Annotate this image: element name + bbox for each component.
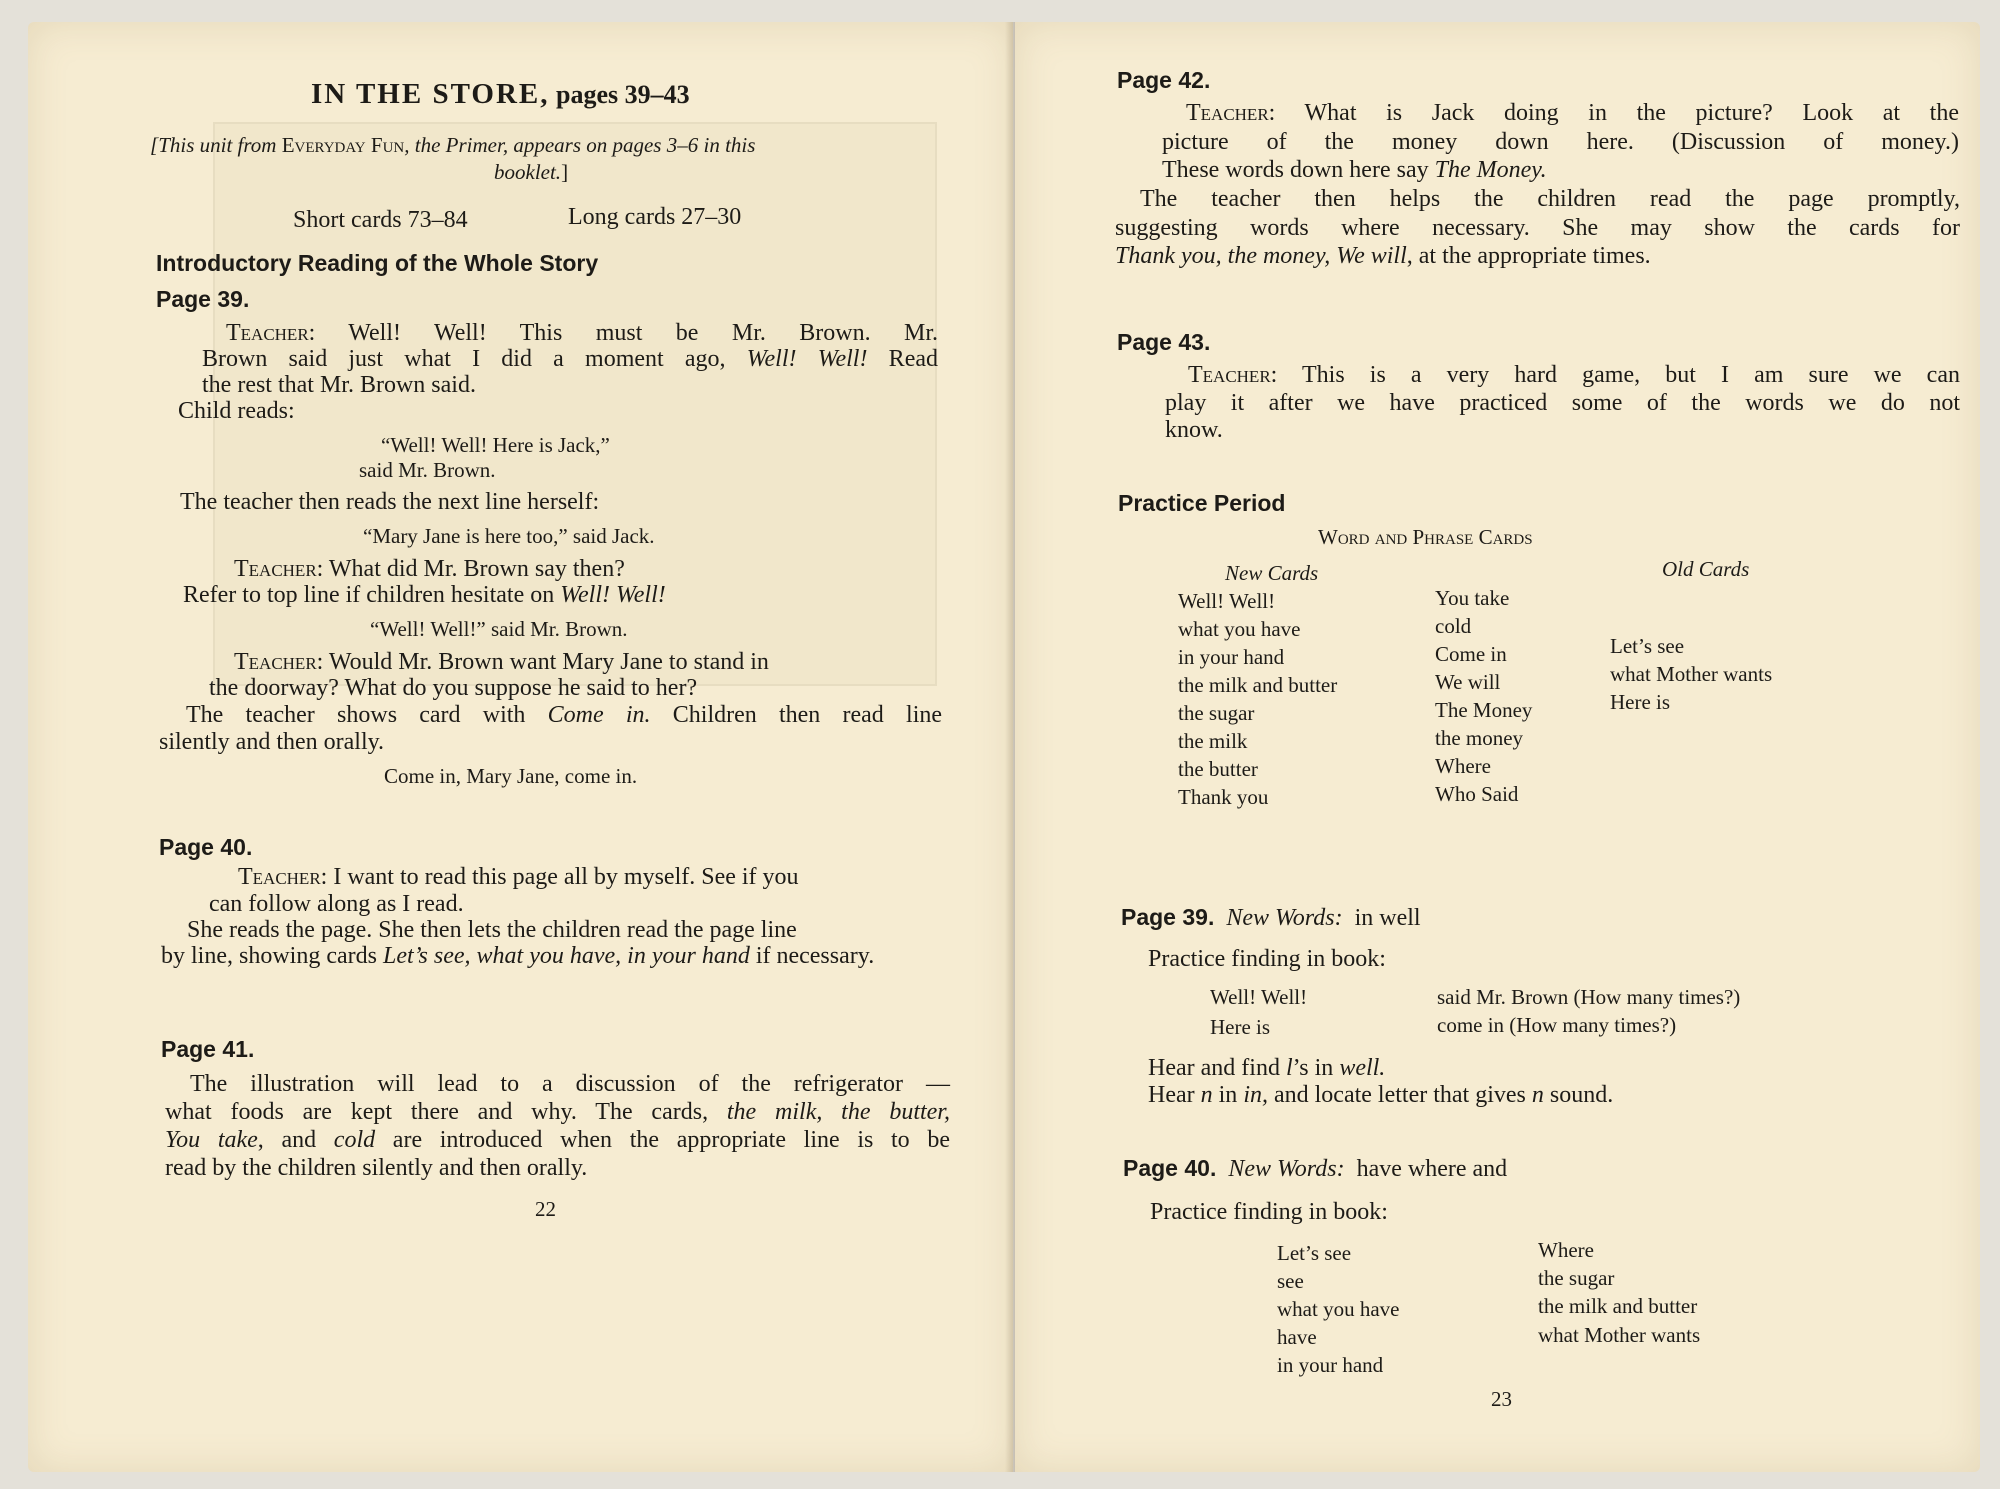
- word-and-phrase-cards-heading: Word and Phrase Cards: [1318, 525, 1533, 549]
- p39-teacher-line-1: Teacher: Well! Well! This must be Mr. Brown. Mr.: [226, 320, 938, 346]
- p41-line-4: read by the children silently and then orally.: [165, 1155, 588, 1181]
- p40-practice-item: Let’s see: [1277, 1241, 1352, 1265]
- p39-teacher-doorway-1: Teacher: Would Mr. Brown want Mary Jane to stand in: [234, 649, 769, 675]
- unit-note-line-1: [This unit from Everyday Fun, the Primer, appears on pages 3–6 in this: [150, 133, 756, 157]
- p43-teacher-line-2: play it after we have practiced some of the words we do not: [1165, 390, 1960, 416]
- new-card: You take: [1435, 586, 1510, 610]
- p40-reads-page: She reads the page. She then lets the children read the page line: [187, 917, 797, 943]
- p40-teacher-line-1: Teacher: I want to read this page all by myself. See if you: [238, 864, 799, 890]
- new-card: The Money: [1435, 698, 1533, 722]
- p40-practice-item: Where: [1538, 1238, 1594, 1262]
- p39-teacher-doorway-2: the doorway? What do you suppose he said to her?: [209, 675, 698, 701]
- teacher-shows-card: The teacher shows card with Come in. Children then read line: [186, 702, 943, 728]
- p39-practice-finding: Practice finding in book:: [1148, 946, 1386, 972]
- page-39-new-words: Page 39. New Words: in well: [1121, 904, 1421, 931]
- p40-practice-item: have: [1277, 1325, 1317, 1349]
- new-cards-label: New Cards: [1225, 561, 1319, 585]
- quote-mary-jane-here: “Mary Jane is here too,” said Jack.: [363, 524, 655, 548]
- p40-practice-item: see: [1277, 1269, 1304, 1293]
- old-card: Here is: [1610, 690, 1671, 714]
- p40-practice-finding: Practice finding in book:: [1150, 1199, 1388, 1225]
- p41-line-1: The illustration will lead to a discussion of the refrigerator —: [190, 1071, 950, 1097]
- new-card: Where: [1435, 754, 1491, 778]
- new-card: in your hand: [1178, 645, 1285, 669]
- p40-teacher-line-2: can follow along as I read.: [209, 891, 464, 917]
- page-number-right: 23: [1491, 1387, 1512, 1411]
- long-cards: Long cards 27–30: [568, 204, 742, 230]
- page-40-heading: Page 40.: [159, 834, 253, 860]
- page-43-heading: Page 43.: [1117, 329, 1211, 355]
- p42-teacher-line-2: picture of the money down here. (Discussion of money.): [1162, 129, 1959, 155]
- unit-note-line-2: booklet.]: [494, 160, 569, 184]
- new-card: We will: [1435, 670, 1501, 694]
- p39-practice-item: Here is: [1210, 1015, 1271, 1039]
- old-card: what Mother wants: [1610, 662, 1773, 686]
- p42-cards-for: Thank you, the money, We will, at the appropriate times.: [1115, 243, 1651, 269]
- quote-come-in: Come in, Mary Jane, come in.: [384, 764, 638, 788]
- p41-line-2: what foods are kept there and why. The cards, the milk, the butter,: [165, 1099, 950, 1125]
- new-card: Thank you: [1178, 785, 1269, 809]
- p39-practice-item: Well! Well!: [1210, 985, 1308, 1009]
- page-39-heading: Page 39.: [156, 286, 250, 312]
- new-card: what you have: [1178, 617, 1301, 641]
- p39-teacher-question: Teacher: What did Mr. Brown say then?: [234, 556, 625, 582]
- right-page: [1015, 22, 1980, 1472]
- practice-period-heading: Practice Period: [1118, 490, 1286, 516]
- p40-practice-item: in your hand: [1277, 1353, 1384, 1377]
- new-card: the money: [1435, 726, 1524, 750]
- intro-reading-heading: Introductory Reading of the Whole Story: [156, 250, 599, 276]
- new-card: the butter: [1178, 757, 1258, 781]
- new-card: Come in: [1435, 642, 1507, 666]
- new-card: Well! Well!: [1178, 589, 1276, 613]
- p39-teacher-line-2: Brown said just what I did a moment ago, Well! Well! Read: [202, 346, 938, 372]
- p39-practice-item: said Mr. Brown (How many times?): [1437, 985, 1741, 1009]
- silently-and-orally: silently and then orally.: [159, 729, 385, 755]
- p40-practice-item: the milk and butter: [1538, 1294, 1698, 1318]
- refer-top-line: Refer to top line if children hesitate on Well! Well!: [183, 582, 666, 608]
- new-card: the milk: [1178, 729, 1248, 753]
- page-41-heading: Page 41.: [161, 1036, 255, 1062]
- new-card: Who Said: [1435, 782, 1519, 806]
- short-cards: Short cards 73–84: [293, 207, 468, 233]
- page-number-left: 22: [535, 1197, 556, 1221]
- p40-line-by-line: by line, showing cards Let’s see, what you have, in your hand if necessary.: [161, 943, 875, 969]
- hear-and-find-l: Hear and find l’s in well.: [1148, 1055, 1386, 1081]
- teacher-reads-next-line: The teacher then reads the next line herself:: [180, 489, 600, 515]
- quote-well-here-is-jack: “Well! Well! Here is Jack,”: [381, 433, 610, 457]
- child-reads: Child reads:: [178, 398, 295, 424]
- p42-helps-read: The teacher then helps the children read the page promptly,: [1140, 186, 1960, 212]
- p40-practice-item: the sugar: [1538, 1266, 1615, 1290]
- unit-title: IN THE STORE, pages 39–43: [311, 78, 690, 110]
- p42-suggesting: suggesting words where necessary. She may show the cards for: [1115, 215, 1960, 241]
- p39-practice-item: come in (How many times?): [1437, 1013, 1677, 1037]
- p43-teacher-line-3: know.: [1165, 417, 1223, 443]
- p40-practice-item: what Mother wants: [1538, 1323, 1701, 1347]
- quote-said-mr-brown: said Mr. Brown.: [359, 458, 496, 482]
- p43-teacher-line-1: Teacher: This is a very hard game, but I am sure we can: [1188, 362, 1960, 388]
- p39-teacher-line-3: the rest that Mr. Brown said.: [202, 372, 476, 398]
- p42-teacher-line-1: Teacher: What is Jack doing in the picture? Look at the: [1186, 100, 1959, 126]
- new-card: the milk and butter: [1178, 673, 1338, 697]
- new-card: the sugar: [1178, 701, 1255, 725]
- old-cards-label: Old Cards: [1662, 557, 1750, 581]
- quote-well-well-said: “Well! Well!” said Mr. Brown.: [370, 617, 628, 641]
- old-card: Let’s see: [1610, 634, 1685, 658]
- left-page: [28, 22, 1013, 1472]
- p41-line-3: You take, and cold are introduced when the appropriate line is to be: [165, 1127, 950, 1153]
- p40-practice-item: what you have: [1277, 1297, 1400, 1321]
- new-card: cold: [1435, 614, 1472, 638]
- hear-n-in-in: Hear n in in, and locate letter that gives n sound.: [1148, 1082, 1614, 1108]
- p42-teacher-line-3: These words down here say The Money.: [1162, 157, 1547, 183]
- page-42-heading: Page 42.: [1117, 67, 1211, 93]
- page-40-new-words: Page 40. New Words: have where and: [1123, 1155, 1508, 1182]
